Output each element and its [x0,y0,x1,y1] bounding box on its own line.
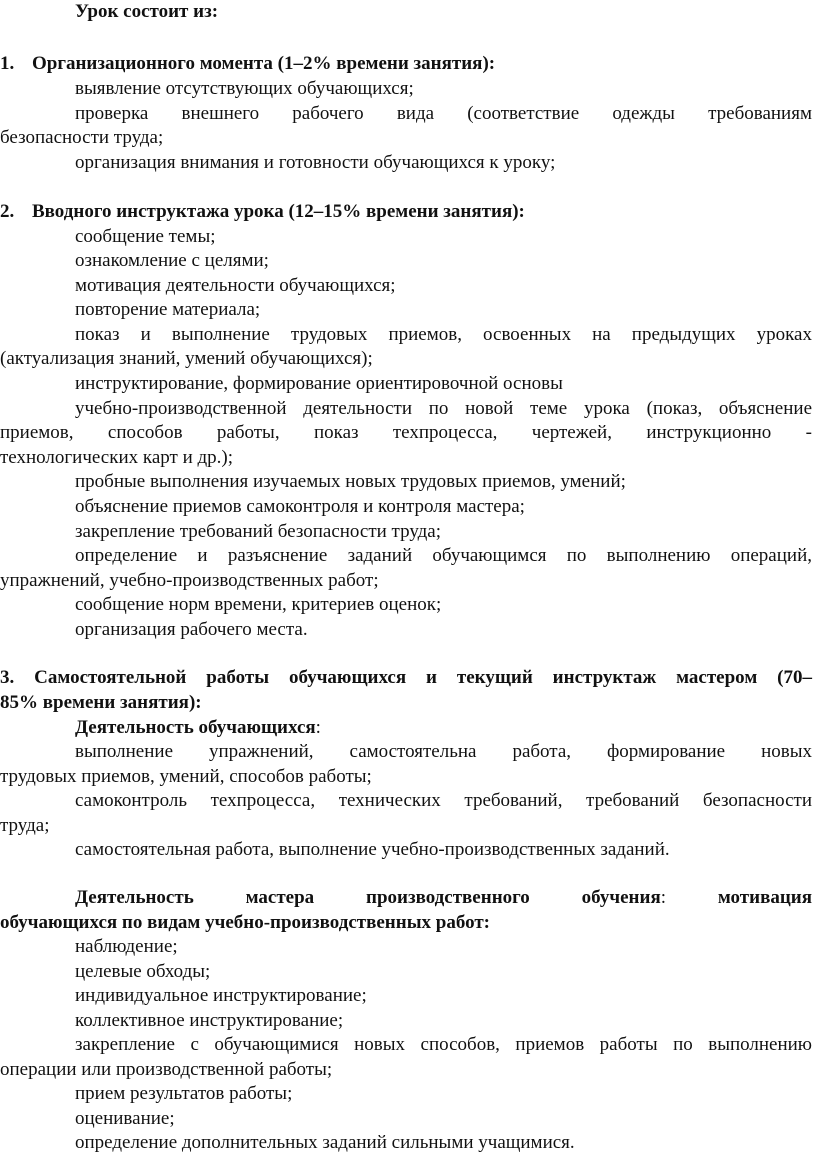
list-item: повторение материала; [75,299,261,320]
students-activity-heading [75,716,812,740]
list-item: целевые обходы; [75,961,211,982]
label-colon: : [315,717,321,738]
list-item-continuation: (актуализация знаний, умений обучающихся); [0,348,373,369]
list-item-continuation: приемов, способов работы, показ техпроцесса, чертежей, инструкционно - [0,422,812,443]
list-item: организация рабочего места. [75,619,308,640]
section-3-heading-continuation: 85% времени занятия): [0,692,202,713]
list-item: выявление отсутствующих обучающихся; [75,78,414,99]
list-item: определение и разъяснение заданий обучающимся по выполнению операций, [75,545,812,566]
section-2-heading [0,200,812,224]
section-title: Организационного момента (1–2% времени занятия): [32,53,496,74]
list-item-continuation: трудовых приемов, умений, способов работы; [0,766,372,787]
section-3-heading: 3. Самостоятельной работы обучающихся и текущий инструктаж мастером (70– [0,667,812,688]
list-item: сообщение норм времени, критериев оценок; [75,594,442,615]
list-item: организация внимания и готовности обучающихся к уроку; [75,152,556,173]
list-item-continuation: безопасности труда; [0,127,164,148]
list-item: закрепление с обучающимися новых способов, приемов работы по выполнению [75,1034,812,1055]
master-activity-heading-rest: мотивация [717,887,813,908]
list-item: учебно-производственной деятельности по новой теме урока (показ, объяснение [75,398,812,419]
section-number: 2. [0,201,15,222]
list-item: коллективное инструктирование; [75,1010,344,1031]
list-item: ознакомление с целями; [75,250,269,271]
list-item-continuation: упражнений, учебно-производственных работ; [0,570,379,591]
list-item: инструктирование, формирование ориентировочной основы [75,373,563,394]
master-activity-heading [75,886,812,910]
list-item: самостоятельная работа, выполнение учебно-производственных заданий. [75,839,670,860]
master-activity-label: Деятельность мастера производственного обучения [75,887,661,908]
label-colon: : [660,887,667,908]
list-item: самоконтроль техпроцесса, технических требований, требований безопасности [75,790,812,811]
list-item: проверка внешнего рабочего вида (соответствие одежды требованиям [75,103,812,124]
students-activity-label: Деятельность обучающихся [75,717,316,738]
master-activity-heading-continuation: обучающихся по видам учебно-производственных работ: [0,912,491,933]
list-item: индивидуальное инструктирование; [75,985,367,1006]
list-item: показ и выполнение трудовых приемов, освоенных на предыдущих уроках [75,324,812,345]
list-item: закрепление требований безопасности труда; [75,521,442,542]
section-1-heading [0,52,812,76]
list-item: прием результатов работы; [75,1083,293,1104]
list-item: объяснение приемов самоконтроля и контроля мастера; [75,496,525,517]
list-item: мотивация деятельности обучающихся; [75,275,396,296]
list-item: пробные выполнения изучаемых новых трудовых приемов, умений; [75,471,626,492]
list-item-continuation: операции или производственной работы; [0,1059,333,1080]
page-title: Урок состоит из: [75,1,219,22]
section-title: Вводного инструктажа урока (12–15% времени занятия): [32,201,525,222]
list-item-continuation: труда; [0,815,50,836]
list-item: сообщение темы; [75,226,216,247]
list-item: наблюдение; [75,936,178,957]
section-number: 1. [0,53,15,74]
list-item: определение дополнительных заданий сильными учащимися. [75,1132,575,1153]
list-item: выполнение упражнений, самостоятельна работа, формирование новых [75,741,812,762]
list-item-continuation: технологических карт и др.); [0,447,234,468]
list-item: оценивание; [75,1108,175,1129]
